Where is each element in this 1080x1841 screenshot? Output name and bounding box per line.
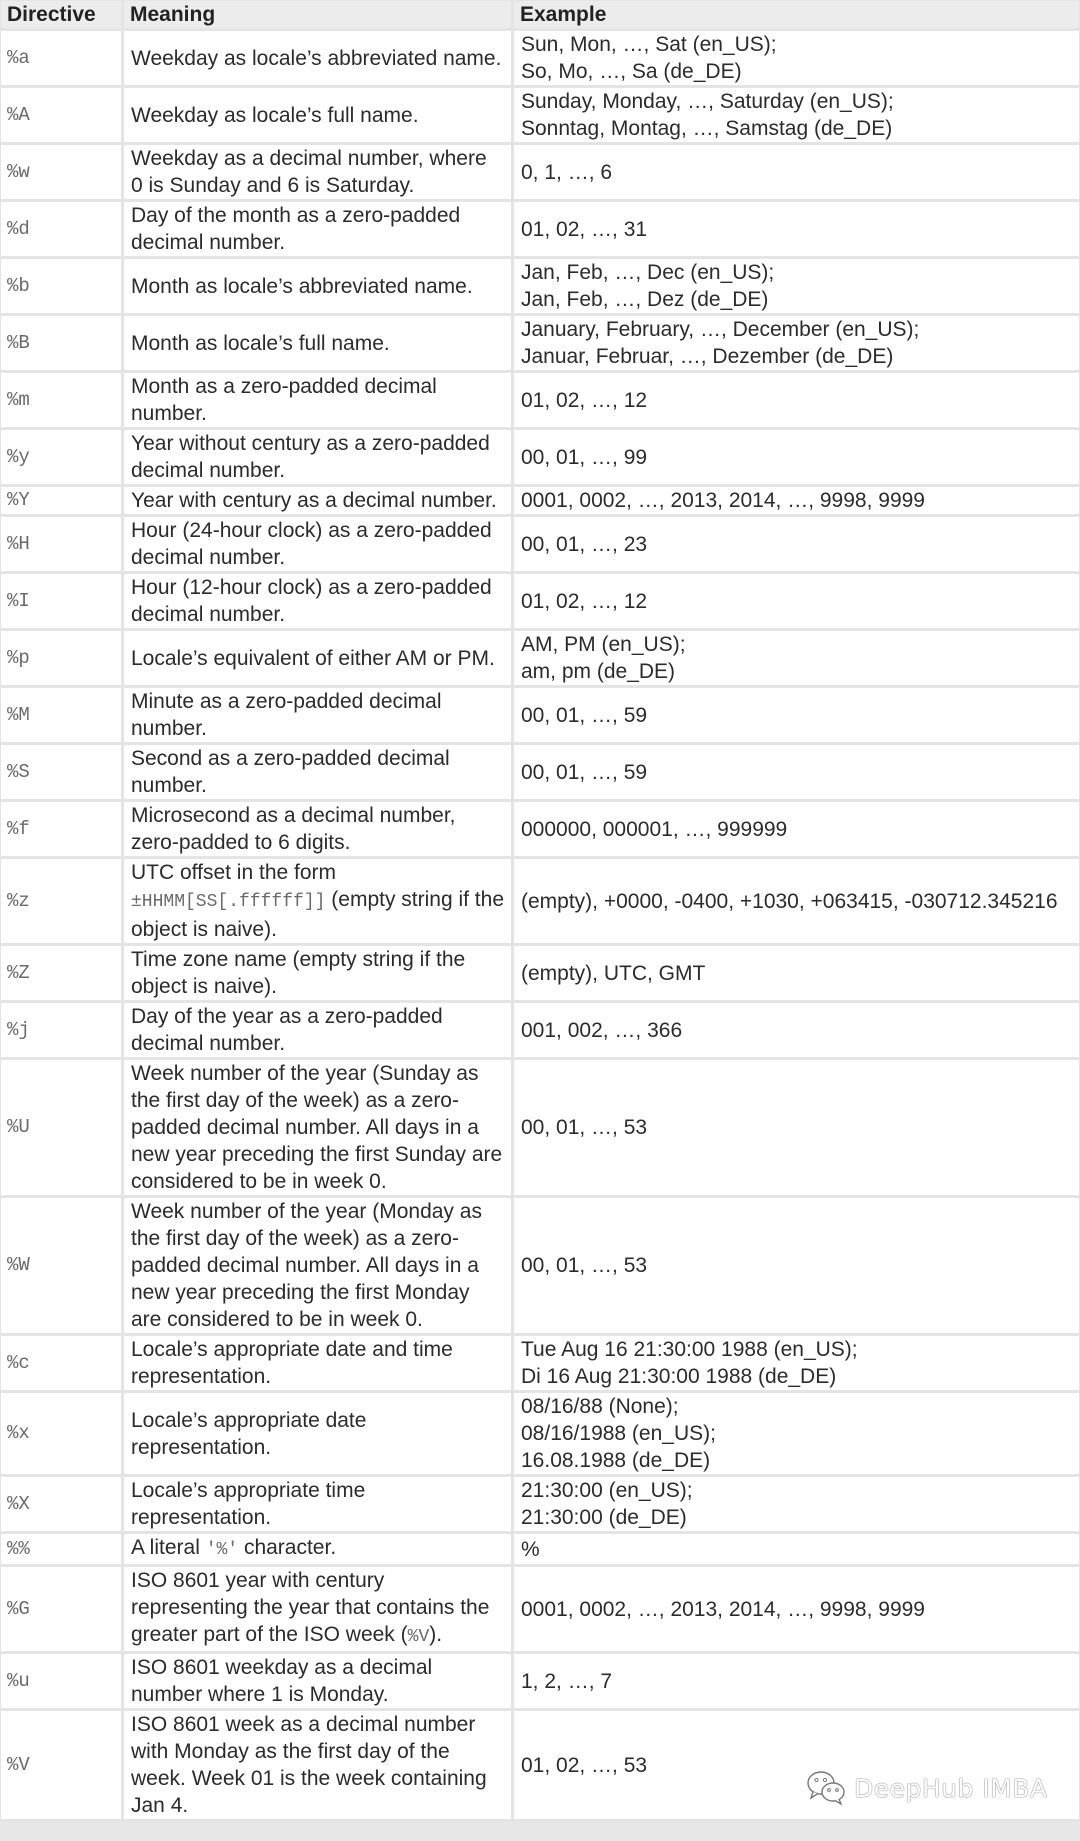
directive-cell: %W	[1, 1198, 121, 1333]
example-cell	[514, 1567, 1079, 1651]
table-row	[1, 517, 1079, 571]
meaning-cell: Minute as a zero-padded decimal number.	[124, 688, 511, 742]
example-line: 01, 02, …, 12	[521, 388, 648, 412]
directive-cell: %S	[1, 745, 121, 799]
table-row	[1, 88, 1079, 142]
table-row	[1, 487, 1079, 514]
example-line: (empty), UTC, GMT	[521, 961, 706, 985]
meaning-cell	[124, 859, 511, 943]
watermark	[806, 1770, 1048, 1806]
meaning-cell: Weekday as locale’s full name.	[124, 88, 511, 142]
meaning-cell: Locale’s appropriate date and time representation.	[124, 1336, 511, 1390]
table-row	[1, 1198, 1079, 1333]
example-line: Di 16 Aug 21:30:00 1988 (de_DE)	[521, 1365, 837, 1388]
meaning-cell	[124, 1534, 511, 1564]
example-line: So, Mo, …, Sa (de_DE)	[521, 60, 742, 83]
example-cell	[514, 745, 1079, 799]
table-row	[1, 31, 1079, 85]
example-cell	[514, 1477, 1079, 1531]
meaning-text: character.	[238, 1536, 337, 1559]
table-row	[1, 145, 1079, 199]
meaning-cell: ISO 8601 week as a decimal number with Monday as the first day of the week. Week 01 is the week containing Jan 4.	[124, 1711, 511, 1819]
example-cell	[514, 1654, 1079, 1708]
example-cell	[514, 1060, 1079, 1195]
meaning-cell: Year without century as a zero-padded decimal number.	[124, 430, 511, 484]
table-row	[1, 1060, 1079, 1195]
example-line: Sun, Mon, …, Sat (en_US);	[521, 33, 777, 56]
table-row	[1, 745, 1079, 799]
directive-cell: %I	[1, 574, 121, 628]
example-cell	[514, 574, 1079, 628]
table-row	[1, 1654, 1079, 1708]
meaning-cell: Locale’s appropriate time representation.	[124, 1477, 511, 1531]
example-line: 000000, 000001, …, 999999	[521, 817, 788, 841]
example-line: 21:30:00 (de_DE)	[521, 1506, 687, 1529]
meaning-cell: Month as a zero-padded decimal number.	[124, 373, 511, 427]
meaning-text: A literal	[131, 1536, 206, 1559]
directive-cell: %w	[1, 145, 121, 199]
directive-cell: %y	[1, 430, 121, 484]
directive-cell: %m	[1, 373, 121, 427]
example-line: 0001, 0002, …, 2013, 2014, …, 9998, 9999	[521, 1597, 925, 1621]
table-row	[1, 631, 1079, 685]
directive-cell: %B	[1, 316, 121, 370]
example-cell	[514, 316, 1079, 370]
meaning-cell: Hour (24-hour clock) as a zero-padded decimal number.	[124, 517, 511, 571]
example-line: Jan, Feb, …, Dez (de_DE)	[521, 288, 769, 311]
directive-cell: %a	[1, 31, 121, 85]
table-row	[1, 688, 1079, 742]
example-cell	[514, 631, 1079, 685]
example-line: 21:30:00 (en_US);	[521, 1479, 693, 1502]
meaning-cell: Month as locale’s abbreviated name.	[124, 259, 511, 313]
directive-cell: %Z	[1, 946, 121, 1000]
table-row	[1, 316, 1079, 370]
example-cell	[514, 373, 1079, 427]
directive-cell: %p	[1, 631, 121, 685]
example-line: 16.08.1988 (de_DE)	[521, 1449, 711, 1472]
example-line: 01, 02, …, 31	[521, 217, 648, 241]
meaning-code: '%'	[205, 1540, 239, 1560]
meaning-cell: Time zone name (empty string if the object is naive).	[124, 946, 511, 1000]
example-cell	[514, 1003, 1079, 1057]
directive-cell: %c	[1, 1336, 121, 1390]
table-body	[1, 31, 1079, 1819]
directive-cell: %A	[1, 88, 121, 142]
directive-cell: %z	[1, 859, 121, 943]
header-example: Example	[514, 1, 1079, 28]
meaning-cell: Locale’s appropriate date representation.	[124, 1393, 511, 1474]
example-line: 00, 01, …, 59	[521, 703, 648, 727]
example-line: January, February, …, December (en_US);	[521, 318, 920, 341]
example-cell	[514, 430, 1079, 484]
example-cell	[514, 145, 1079, 199]
meaning-cell: Microsecond as a decimal number, zero-padded to 6 digits.	[124, 802, 511, 856]
meaning-text: UTC offset in the form	[131, 861, 337, 884]
example-line: Sonntag, Montag, …, Samstag (de_DE)	[521, 117, 893, 140]
example-cell	[514, 1336, 1079, 1390]
directive-cell: %H	[1, 517, 121, 571]
directive-cell: %M	[1, 688, 121, 742]
example-cell	[514, 517, 1079, 571]
example-cell	[514, 802, 1079, 856]
directive-cell: %X	[1, 1477, 121, 1531]
example-line: 00, 01, …, 23	[521, 532, 648, 556]
example-line: 08/16/1988 (en_US);	[521, 1422, 716, 1445]
example-line: am, pm (de_DE)	[521, 660, 676, 683]
example-line: 00, 01, …, 99	[521, 445, 648, 469]
example-line: 00, 01, …, 53	[521, 1254, 648, 1277]
wechat-icon	[806, 1770, 848, 1806]
table-row	[1, 1336, 1079, 1390]
example-cell	[514, 1534, 1079, 1564]
example-cell	[514, 88, 1079, 142]
directive-cell: %x	[1, 1393, 121, 1474]
example-line: 08/16/88 (None);	[521, 1395, 679, 1418]
meaning-cell: ISO 8601 weekday as a decimal number where 1 is Monday.	[124, 1654, 511, 1708]
example-line: 0, 1, …, 6	[521, 160, 613, 184]
example-cell	[514, 31, 1079, 85]
example-line: 01, 02, …, 12	[521, 589, 648, 613]
example-line: 0001, 0002, …, 2013, 2014, …, 9998, 9999	[521, 489, 925, 512]
example-line: Jan, Feb, …, Dec (en_US);	[521, 261, 775, 284]
table-row	[1, 1393, 1079, 1474]
directive-cell: %f	[1, 802, 121, 856]
meaning-cell: Weekday as locale’s abbreviated name.	[124, 31, 511, 85]
table-row	[1, 430, 1079, 484]
table-row	[1, 946, 1079, 1000]
directive-cell: %j	[1, 1003, 121, 1057]
table-row	[1, 802, 1079, 856]
table-row	[1, 1477, 1079, 1531]
example-cell	[514, 946, 1079, 1000]
header-meaning: Meaning	[124, 1, 511, 28]
example-line: Tue Aug 16 21:30:00 1988 (en_US);	[521, 1338, 858, 1361]
table-row	[1, 1534, 1079, 1564]
table-row	[1, 574, 1079, 628]
meaning-text: ).	[429, 1623, 443, 1646]
table-row	[1, 1567, 1079, 1651]
example-line: 001, 002, …, 366	[521, 1018, 683, 1042]
meaning-text: ISO 8601 year with century representing the year that contains the greater part of the ISO week (	[131, 1569, 490, 1646]
meaning-cell: Month as locale’s full name.	[124, 316, 511, 370]
meaning-cell: Year with century as a decimal number.	[124, 487, 511, 514]
meaning-cell	[124, 1567, 511, 1651]
directive-cell: %b	[1, 259, 121, 313]
example-line: 1, 2, …, 7	[521, 1669, 613, 1693]
example-line: 00, 01, …, 53	[521, 1116, 648, 1139]
example-cell	[514, 1198, 1079, 1333]
example-cell	[514, 259, 1079, 313]
table-row	[1, 202, 1079, 256]
header-directive: Directive	[1, 1, 121, 28]
directive-cell: %G	[1, 1567, 121, 1651]
example-line: Sunday, Monday, …, Saturday (en_US);	[521, 90, 894, 113]
example-line: 01, 02, …, 53	[521, 1753, 648, 1777]
table-row	[1, 259, 1079, 313]
table-header-row	[1, 1, 1079, 28]
directive-cell: %Y	[1, 487, 121, 514]
directive-cell: %V	[1, 1711, 121, 1819]
directive-cell: %%	[1, 1534, 121, 1564]
meaning-text: (empty string if the object is naive).	[131, 888, 504, 941]
example-line: %	[521, 1537, 540, 1561]
example-cell	[514, 1393, 1079, 1474]
meaning-cell: Locale’s equivalent of either AM or PM.	[124, 631, 511, 685]
meaning-cell: Day of the month as a zero-padded decimal number.	[124, 202, 511, 256]
example-cell	[514, 688, 1079, 742]
example-cell	[514, 202, 1079, 256]
example-line: Januar, Februar, …, Dezember (de_DE)	[521, 345, 894, 368]
directive-cell: %U	[1, 1060, 121, 1195]
meaning-code: ±HHMM[SS[.ffffff]]	[131, 892, 326, 912]
meaning-cell: Week number of the year (Sunday as the first day of the week) as a zero-padded decimal number. All days in a new year preceding the first Sunday are considered to be in week 0.	[124, 1060, 511, 1195]
example-cell	[514, 859, 1079, 943]
table-row	[1, 859, 1079, 943]
meaning-code: %V	[407, 1627, 430, 1647]
meaning-cell: Day of the year as a zero-padded decimal number.	[124, 1003, 511, 1057]
meaning-cell: Weekday as a decimal number, where 0 is Sunday and 6 is Saturday.	[124, 145, 511, 199]
meaning-cell: Week number of the year (Monday as the first day of the week) as a zero-padded decimal number. All days in a new year preceding the first Monday are considered to be in week 0.	[124, 1198, 511, 1333]
example-cell	[514, 487, 1079, 514]
directive-cell: %u	[1, 1654, 121, 1708]
meaning-cell: Second as a zero-padded decimal number.	[124, 745, 511, 799]
table-row	[1, 373, 1079, 427]
example-line: 00, 01, …, 59	[521, 760, 648, 784]
directive-cell: %d	[1, 202, 121, 256]
example-line: (empty), +0000, -0400, +1030, +063415, -030712.345216	[521, 889, 1058, 913]
table-row	[1, 1003, 1079, 1057]
example-line: AM, PM (en_US);	[521, 633, 686, 656]
meaning-cell: Hour (12-hour clock) as a zero-padded decimal number.	[124, 574, 511, 628]
watermark-text: DeepHub IMBA	[854, 1773, 1048, 1803]
